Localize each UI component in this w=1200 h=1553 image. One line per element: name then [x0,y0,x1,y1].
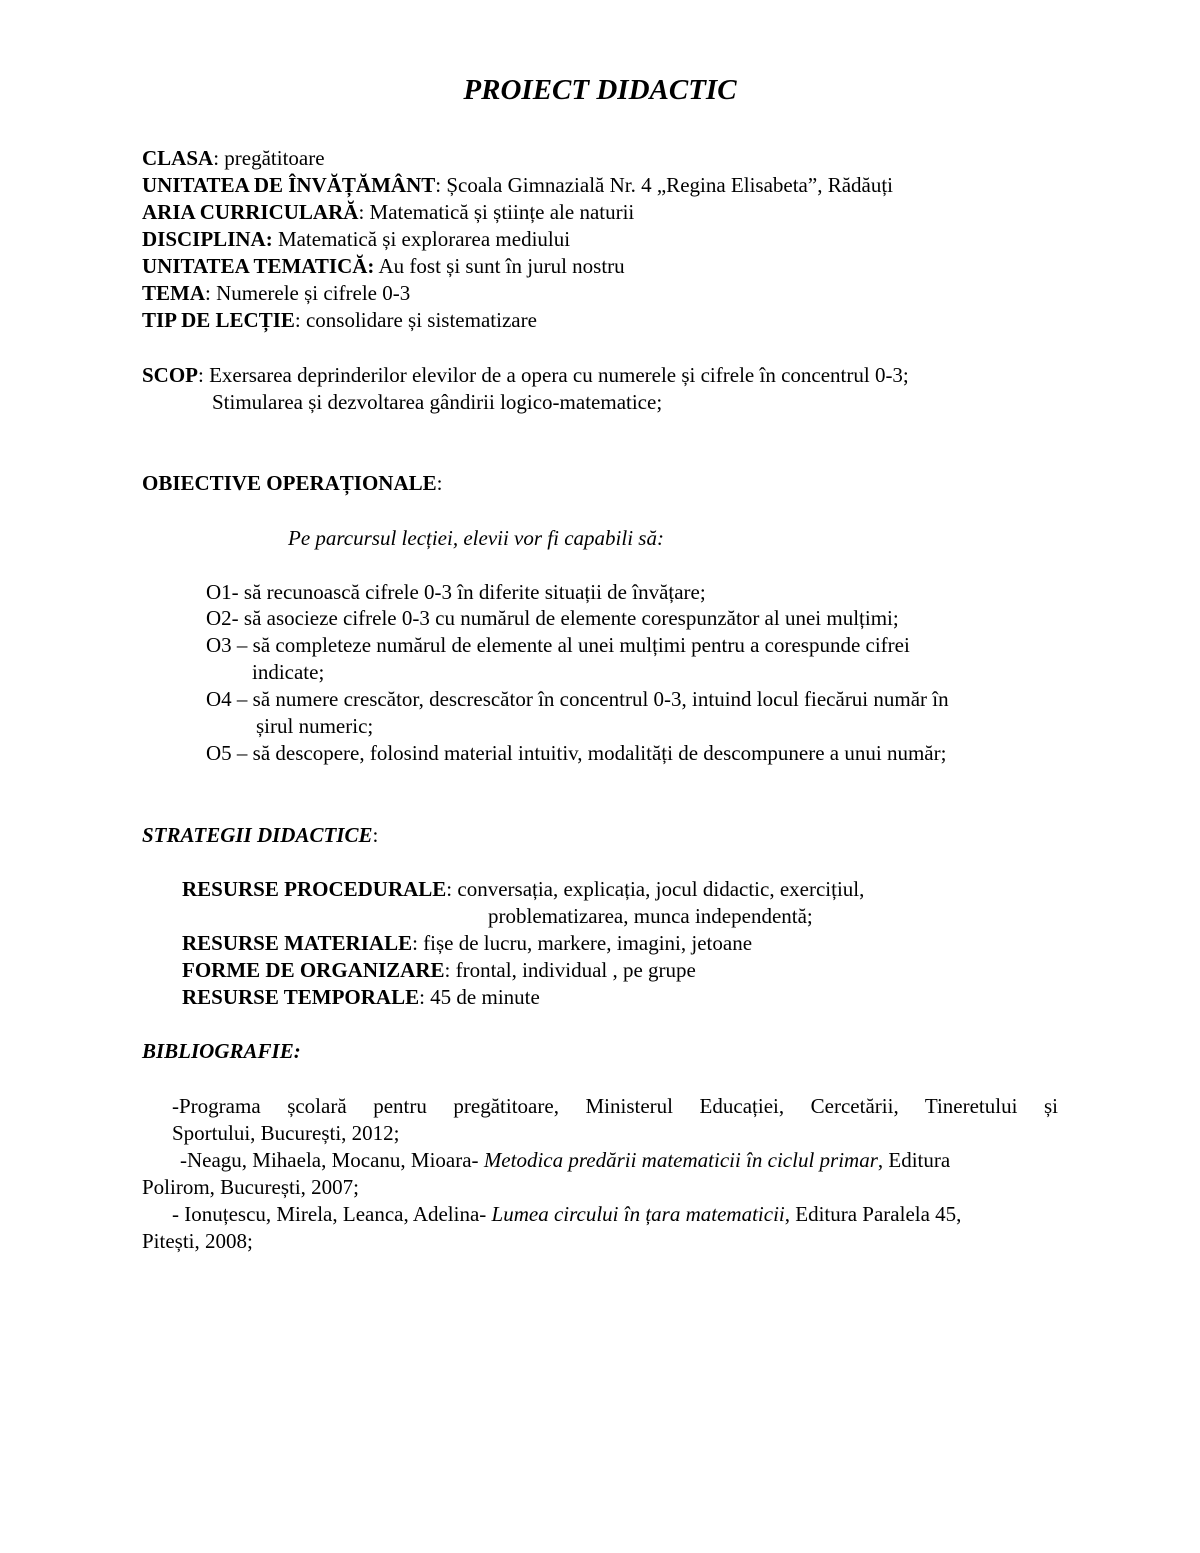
disciplina-label: DISCIPLINA: [142,227,273,251]
page-title: PROIECT DIDACTIC [463,74,737,106]
bib-item-3-line-2: Pitești, 2008; [142,1229,253,1253]
resurse-materiale-value: : fișe de lucru, markere, imagini, jetoane [412,931,753,955]
bibliografie-label: BIBLIOGRAFIE: [142,1039,301,1063]
resurse-procedurale-cont: problematizarea, munca independentă; [488,904,813,928]
bib-item-1-line-2: Sportului, București, 2012; [172,1121,400,1145]
unitatea-tematica-label: UNITATEA TEMATICĂ: [142,254,375,278]
resurse-temporale-value: : 45 de minute [419,985,540,1009]
tip-label: TIP DE LECȚIE [142,308,295,332]
aria-label: ARIA CURRICULARĂ [142,200,359,224]
obiective-label: OBIECTIVE OPERAȚIONALE [142,471,437,495]
scop-line-2: Stimularea și dezvoltarea gândirii logico-matematice; [212,390,663,414]
obiective-intro-text: Pe parcursul lecției, elevii vor fi capabili să: [288,526,664,550]
resurse-procedurale-label: RESURSE PROCEDURALE [182,877,447,901]
objective-o3: O3 – să completeze numărul de elemente al unei mulțimi pentru a corespunde cifrei [206,633,910,657]
clasa-value: : pregătitoare [213,146,325,170]
bib-item-3-authors: - Ionuțescu, Mirela, Leanca, Adelina- [172,1202,492,1226]
bib-item-3-publisher: , Editura Paralela 45, [784,1202,962,1226]
scop-line [142,361,909,389]
bibliografie-heading [142,1037,301,1065]
unitatea-tematica-line [142,252,625,280]
aria-value: : Matematică și științe ale naturii [358,200,635,224]
disciplina-line [142,225,570,253]
forme-organizare-line [182,956,696,984]
objective-o4: O4 – să numere crescător, descrescător în concentrul 0-3, intuind locul fiecărui număr în [206,687,949,711]
resurse-procedurale-value: : conversația, explicația, jocul didactic, exercițiul, [446,877,865,901]
forme-organizare-value: : frontal, individual , pe grupe [444,958,696,982]
bib-item-2-publisher: , Editura [877,1148,951,1172]
bib-item-2-line-2: Polirom, București, 2007; [142,1175,359,1199]
clasa-line [142,144,325,172]
scop-value: : Exersarea deprinderilor elevilor de a opera cu numerele și cifrele în concentrul 0-3; [198,363,909,387]
resurse-materiale-line [182,929,752,957]
bib-item-1-line-1 [172,1092,1058,1120]
unitatea-line [142,171,893,199]
obiective-colon: : [436,471,443,495]
forme-organizare-label: FORME DE ORGANIZARE [182,958,445,982]
bib-item-2-title: Metodica predării matematicii în ciclul primar [483,1148,878,1172]
resurse-temporale-label: RESURSE TEMPORALE [182,985,420,1009]
resurse-procedurale-line [182,875,864,903]
disciplina-value: Matematică și explorarea mediului [272,227,571,251]
objective-o2: O2- să asocieze cifrele 0-3 cu numărul de elemente corespunzător al unei mulțimi; [206,606,899,630]
resurse-temporale-line [182,983,540,1011]
unitatea-value: : Școala Gimnazială Nr. 4 „Regina Elisabeta”, Rădăuți [435,173,894,197]
objective-o5: O5 – să descopere, folosind material intuitiv, modalități de descompunere a unui număr; [206,741,947,765]
obiective-heading [142,469,443,497]
unitatea-tematica-value: Au fost și sunt în jurul nostru [374,254,625,278]
bib-item-3-title: Lumea circului în țara matematicii [491,1202,785,1226]
aria-line [142,198,634,226]
objective-o3-cont: indicate; [252,660,325,684]
tema-label: TEMA [142,281,205,305]
obiective-intro [288,524,664,552]
strategii-label: STRATEGII DIDACTICE [142,823,373,847]
tip-value: : consolidare și sistematizare [294,308,537,332]
tema-value: : Numerele și cifrele 0-3 [205,281,411,305]
resurse-materiale-label: RESURSE MATERIALE [182,931,413,955]
strategii-colon: : [372,823,379,847]
bib-item-3-line-1 [172,1200,961,1228]
tip-line [142,306,537,334]
clasa-label: CLASA [142,146,214,170]
bib-item-2-authors: -Neagu, Mihaela, Mocanu, Mioara- [180,1148,484,1172]
unitatea-label: UNITATEA DE ÎNVĂȚĂMÂNT [142,173,436,197]
tema-line [142,279,410,307]
scop-label: SCOP [142,363,199,387]
bib-item-2-line-1 [180,1146,950,1174]
bib-item-1-text: -Programa școlară pentru pregătitoare, Ministerul Educației, Cercetării, Tineretului și [172,1094,1058,1118]
objective-o1: O1- să recunoască cifrele 0-3 în diferite situații de învățare; [206,580,706,604]
objective-o4-cont: șirul numeric; [256,714,374,738]
strategii-heading [142,821,378,849]
